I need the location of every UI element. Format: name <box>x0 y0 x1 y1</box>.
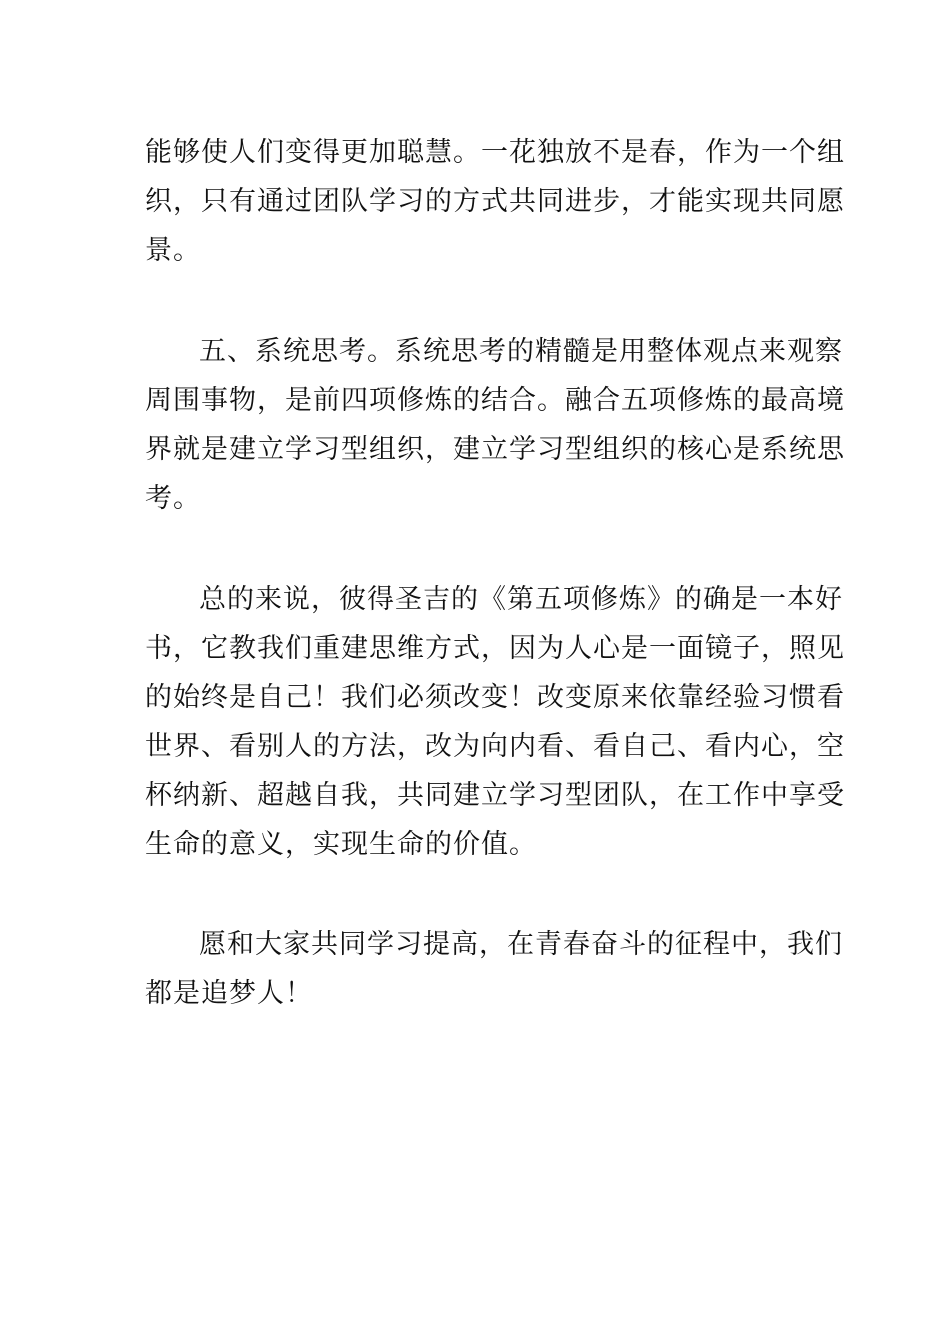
paragraph-1 <box>145 128 845 275</box>
paragraph-1-line-1: 能够使人们变得更加聪慧。一花独放不是春，作为一个组 <box>145 137 845 168</box>
paragraph-3-line-5: 杯纳新、超越自我，共同建立学习型团队，在工作中享受 <box>145 780 845 811</box>
paragraph-4-line-2: 都是追梦人！ <box>145 978 313 1009</box>
paragraph-1-line-3: 景。 <box>145 235 201 266</box>
paragraph-1-line-2: 织，只有通过团队学习的方式共同进步，才能实现共同愿 <box>145 186 845 217</box>
paragraph-3 <box>145 575 845 869</box>
paragraph-3-line-1: 总的来说，彼得圣吉的《第五项修炼》的确是一本好 <box>199 584 843 615</box>
paragraph-3-line-3: 的始终是自己！我们必须改变！改变原来依靠经验习惯看 <box>145 682 845 713</box>
paragraph-2-line-4: 考。 <box>145 483 201 514</box>
paragraph-2-line-3: 界就是建立学习型组织，建立学习型组织的核心是系统思 <box>145 434 845 465</box>
paragraph-2-line-2: 周围事物，是前四项修炼的结合。融合五项修炼的最高境 <box>145 385 845 416</box>
paragraph-2 <box>145 327 845 523</box>
paragraph-4-line-1: 愿和大家共同学习提高，在青春奋斗的征程中，我们 <box>199 929 843 960</box>
paragraph-4 <box>145 920 843 1018</box>
paragraph-2-line-1: 五、系统思考。系统思考的精髓是用整体观点来观察 <box>199 336 843 367</box>
paragraph-3-line-4: 世界、看别人的方法，改为向内看、看自己、看内心，空 <box>145 731 845 762</box>
paragraph-3-line-2: 书，它教我们重建思维方式，因为人心是一面镜子，照见 <box>145 633 845 664</box>
paragraph-3-line-6: 生命的意义，实现生命的价值。 <box>145 829 537 860</box>
